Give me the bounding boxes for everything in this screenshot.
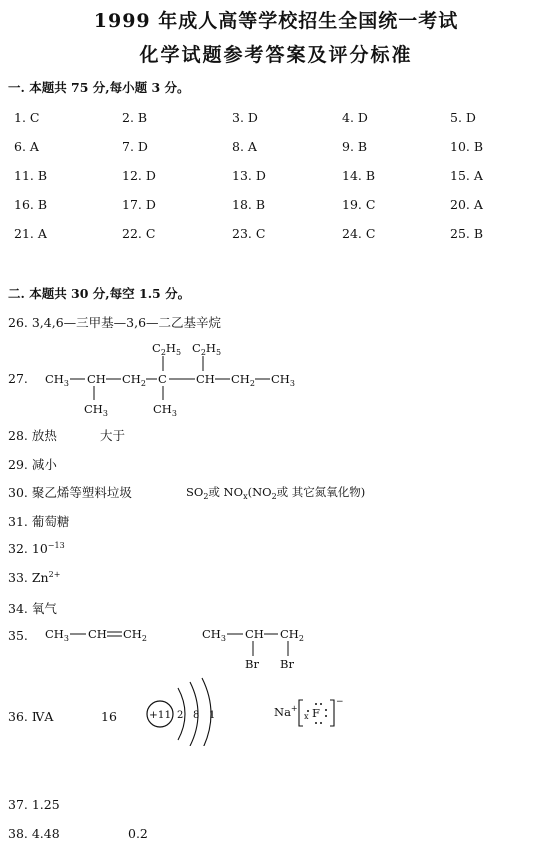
q35-ch3: $CH_3$ [45, 627, 69, 643]
q27-ch3-bottom-2: $CH_3$ [153, 402, 177, 418]
answer-35-number: 35. [8, 628, 28, 643]
answer-27-number: 27. [8, 371, 28, 386]
section2-heading: 二. 本题共 30 分,每空 1.5 分。 [8, 286, 191, 301]
answer-30-number: 30. [8, 485, 28, 500]
q35-ch2: $CH_2$ [123, 627, 147, 643]
answer-36-group: ⅣA [31, 709, 54, 724]
electron-dot [325, 715, 327, 717]
answer-28 [8, 426, 57, 444]
mc-answer-25: 25. B [450, 226, 484, 241]
na-ion-label: Na+ [274, 704, 298, 719]
answer-28-a: 放热 [31, 428, 57, 443]
q35-ch-b: CH [245, 627, 264, 641]
mc-answer-1: 1. C [14, 110, 40, 125]
answer-32 [8, 541, 65, 556]
fluorine-symbol: F [312, 706, 320, 720]
q35-br-2: Br [280, 657, 294, 671]
answer-36-number: 36. [8, 709, 28, 724]
mc-answer-11: 11. B [14, 168, 48, 183]
title-line-2: 化学试题参考答案及评分标准 [139, 44, 413, 66]
mc-answer-19: 19. C [342, 197, 376, 212]
q27-ch-1: CH [87, 372, 106, 386]
mc-answer-3: 3. D [232, 110, 258, 125]
answer-33 [8, 570, 60, 585]
mc-answer-2: 2. B [122, 110, 148, 125]
answer-32-base: 10 [31, 541, 48, 556]
shell-count-3: 1 [209, 710, 216, 721]
electron-dot [320, 703, 322, 705]
bracket-right [330, 700, 334, 726]
naf-electron-diagram [272, 694, 352, 730]
mc-answer-23: 23. C [232, 226, 266, 241]
answer-35-structures [42, 618, 322, 674]
answer-28-number: 28. [8, 428, 28, 443]
answer-26: 26. 3,4,6—三甲基—3,6—二乙基辛烷 [8, 315, 222, 330]
q35-ch2-b: $CH_2$ [280, 627, 304, 643]
mc-answer-9: 9. B [342, 139, 368, 154]
q27-ch2-2: $CH_2$ [231, 372, 255, 388]
mc-answer-21: 21. A [14, 226, 47, 241]
answer-38-a: 38. 4.48 [8, 826, 60, 841]
answer-37: 37. 1.25 [8, 797, 60, 812]
answer-30-b: $SO_2$或 $NO_x(NO_2$或 其它氮氧化物) [186, 485, 366, 501]
mc-answer-15: 15. A [450, 168, 483, 183]
q27-ch3-right: $CH_3$ [271, 372, 295, 388]
answer-33-number: 33. [8, 570, 28, 585]
mc-answer-7: 7. D [122, 139, 148, 154]
q27-c2h5-top-1: $C_2H_5$ [152, 341, 182, 357]
nox-text: 或 NO [208, 485, 244, 499]
q27-ch-2: CH [196, 372, 215, 386]
mc-answer-10: 10. B [450, 139, 484, 154]
mc-answer-6: 6. A [14, 139, 39, 154]
electron-dot [325, 709, 327, 711]
no2-text: (NO [247, 485, 272, 499]
q27-ch3-bottom-1: $CH_3$ [84, 402, 108, 418]
nucleus-charge: +11 [149, 709, 172, 721]
atomic-structure-diagram [140, 676, 230, 746]
q27-ch2-1: $CH_2$ [122, 372, 146, 388]
bracket-left [299, 700, 303, 726]
electron-dot [315, 722, 317, 724]
answer-38-b: 0.2 [128, 826, 148, 841]
q27-ch3-left: $CH_3$ [45, 372, 69, 388]
mc-answer-12: 12. D [122, 168, 156, 183]
answer-33-base: Zn [31, 570, 49, 585]
mc-answer-22: 22. C [122, 226, 156, 241]
mc-answer-14: 14. B [342, 168, 376, 183]
q27-c2h5-top-2: $C_2H_5$ [192, 341, 222, 357]
answer-33-charge: 2+ [48, 570, 61, 579]
shell-count-1: 2 [177, 710, 184, 721]
mc-answer-8: 8. A [232, 139, 257, 154]
title-line-1: 1999 年成人高等学校招生全国统一考试 [93, 10, 459, 32]
so2-text: SO [186, 485, 204, 499]
q35-ch: CH [88, 627, 107, 641]
q27-c-center: C [158, 372, 167, 386]
answer-27-structure [40, 336, 310, 420]
mc-answer-18: 18. B [232, 197, 266, 212]
mc-answer-24: 24. C [342, 226, 376, 241]
section1-heading: 一. 本题共 75 分,每小题 3 分。 [8, 80, 190, 95]
mc-answer-13: 13. D [232, 168, 266, 183]
answer-36-value: 16 [101, 709, 117, 724]
other-nox-text: 或 其它氮氧化物) [276, 485, 366, 499]
transferred-electron: x [304, 712, 309, 721]
answer-28-b: 大于 [100, 428, 126, 443]
mc-answer-20: 20. A [450, 197, 483, 212]
q35-br-1: Br [245, 657, 259, 671]
mc-answer-16: 16. B [14, 197, 48, 212]
answer-30 [8, 483, 132, 501]
electron-dot [307, 710, 309, 712]
answer-31: 31. 葡萄糖 [8, 514, 70, 529]
mc-answer-4: 4. D [342, 110, 368, 125]
answer-32-number: 32. [8, 541, 28, 556]
mc-answer-5: 5. D [450, 110, 476, 125]
anion-charge: − [336, 697, 344, 707]
answer-29: 29. 减小 [8, 457, 57, 472]
mc-answer-17: 17. D [122, 197, 156, 212]
answer-36 [8, 709, 53, 724]
answer-32-exponent: −13 [47, 541, 65, 550]
q35-ch3-b: $CH_3$ [202, 627, 226, 643]
shell-count-2: 8 [193, 710, 200, 721]
electron-dot [320, 722, 322, 724]
answer-30-a: 聚乙烯等塑料垃圾 [31, 485, 132, 500]
electron-dot [315, 703, 317, 705]
answer-34: 34. 氧气 [8, 601, 57, 616]
